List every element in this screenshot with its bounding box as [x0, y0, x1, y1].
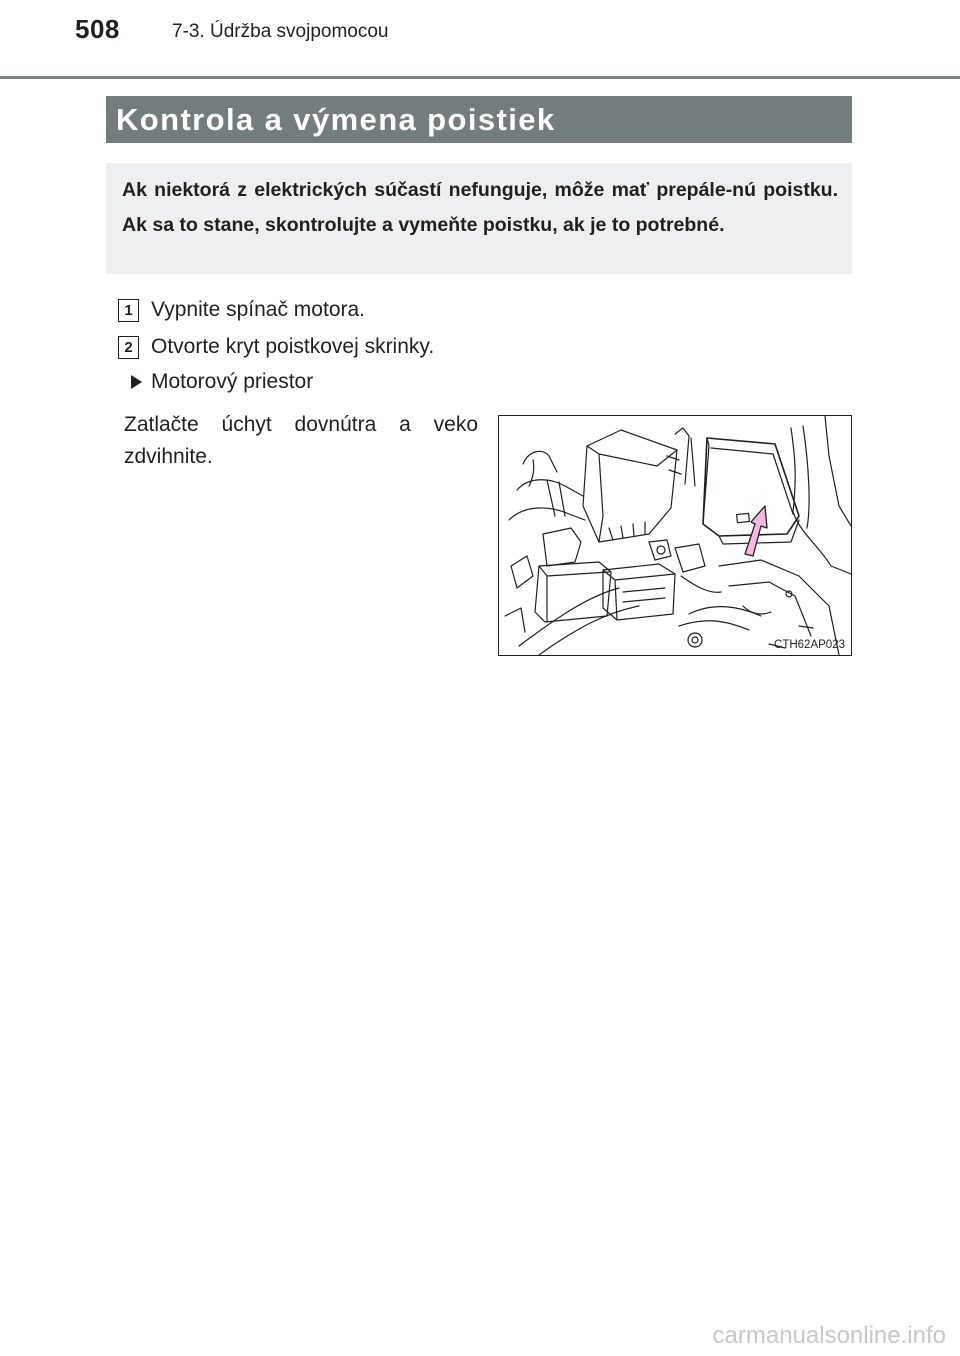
step-number-badge: 1 — [118, 299, 139, 322]
step-text: Otvorte kryt poistkovej skrinky. — [151, 335, 435, 358]
chapter-title: 7-3. Údržba svojpomocou — [172, 21, 389, 42]
header-rule — [0, 76, 960, 79]
subsection-heading-text: Motorový priestor — [151, 370, 314, 393]
figure-code: CTH62AP023 — [774, 639, 845, 651]
subsection-heading — [131, 370, 313, 394]
intro-box: Ak niektorá z elektrických súčastí nefunguje, môže mať prepále-nú poistku. Ak sa to stane, skontrolujte a vymeňte poistku, ak je to potrebné. — [106, 163, 852, 274]
watermark: carmanualsonline.info — [712, 1322, 946, 1349]
triangle-bullet-icon — [131, 375, 142, 389]
instruction-text: Zatlačte úchyt dovnútra a veko zdvihnite. — [124, 413, 478, 468]
engine-compartment-figure — [498, 415, 852, 656]
step-2 — [118, 334, 434, 360]
step-number-badge: 2 — [118, 336, 139, 359]
engine-illustration — [499, 416, 851, 655]
section-title: Kontrola a výmena poistiek — [106, 96, 852, 143]
page-number: 508 — [75, 14, 120, 44]
step-text: Vypnite spínač motora. — [151, 298, 365, 321]
step-1 — [118, 297, 365, 323]
